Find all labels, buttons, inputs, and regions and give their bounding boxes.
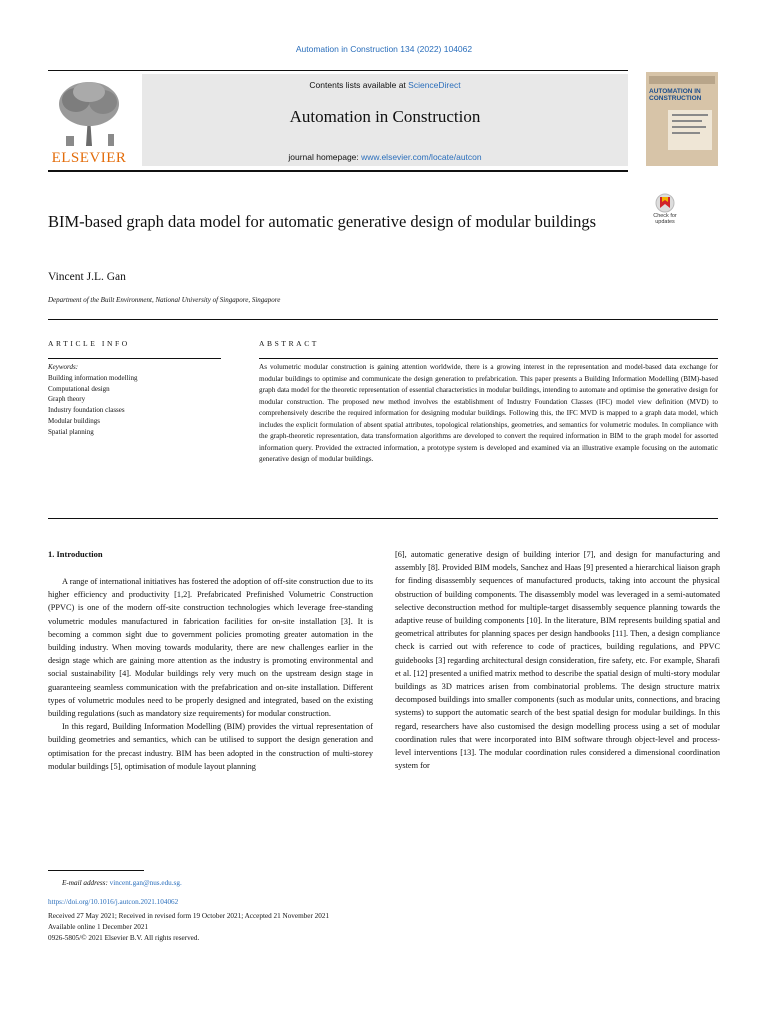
header-rule-top: [48, 70, 628, 71]
homepage-prefix: journal homepage:: [288, 152, 362, 162]
footnote-rule: [48, 870, 144, 871]
homepage-line: [142, 152, 628, 162]
body-column-left: [48, 575, 373, 773]
journal-reference[interactable]: Automation in Construction 134 (2022) 104062: [295, 44, 473, 54]
article-info-heading: ARTICLE INFO: [48, 339, 130, 348]
abstract-heading: ABSTRACT: [259, 339, 319, 348]
keyword-item: Building information modelling: [48, 373, 138, 382]
cover-title: AUTOMATION IN CONSTRUCTION: [649, 88, 702, 102]
body-rule: [48, 518, 718, 519]
elsevier-wordmark: ELSEVIER: [51, 150, 127, 166]
contents-prefix: Contents lists available at: [309, 80, 409, 90]
author-affiliation: Department of the Built Environment, National University of Singapore, Singapore: [48, 296, 281, 304]
email-link[interactable]: vincent.gan@nus.edu.sg.: [109, 879, 182, 887]
article-title: BIM-based graph data model for automatic generative design of modular buildings: [48, 212, 597, 231]
affiliation-rule: [48, 319, 718, 320]
doi-link[interactable]: https://doi.org/10.1016/j.autcon.2021.104062: [48, 898, 179, 906]
copyright-notice: 0926-5805/© 2021 Elsevier B.V. All rights reserved.: [48, 934, 200, 942]
abstract-rule: [259, 358, 718, 359]
contents-line: [142, 80, 628, 90]
keyword-item: Graph theory: [48, 395, 86, 404]
email-footnote: [62, 879, 182, 887]
keyword-item: Industry foundation classes: [48, 406, 125, 415]
article-info-rule: [48, 358, 221, 359]
header-rule-bottom: [48, 170, 628, 172]
available-online: Available online 1 December 2021: [48, 923, 149, 931]
keyword-item: Computational design: [48, 384, 110, 393]
homepage-link[interactable]: www.elsevier.com/locate/autcon: [361, 152, 482, 162]
check-for-updates-label[interactable]: Check for updates: [653, 213, 677, 225]
email-label: E-mail address:: [62, 879, 108, 887]
body-column-right: [395, 548, 720, 772]
keywords-label: Keywords:: [48, 363, 79, 371]
intro-paragraph: A range of international initiatives has fostered the adoption of off-site construction due to its higher efficiency and productivity [1,2]. Prefabricated Prefinished Volumetric Construction (PPVC) is one of the modern off-site construction technologies which leverage free-standing volumetric modules manufactured in fabrication facilities for on-site installation [3]. It is becoming a common sight due to government policies promoting greater automation in the building industry. When moving towards modularity, there are new challenges earlier in the design stage which are gaining more attention as the industry is promoting environmental and social sustainability [4]. Modular buildings rely very much on the upstream design stage in guaranteeing seamless communication with the prefabrication and on-site installation. Different types of volumetric modules need to be properly designed and integrated, based on the existing building regulations (such as mandatory size requirements) for modular construction.: [48, 577, 373, 719]
sciencedirect-link[interactable]: ScienceDirect: [408, 80, 461, 90]
keyword-item: Spatial planning: [48, 427, 94, 436]
keyword-item: Modular buildings: [48, 416, 100, 425]
keywords-block: [48, 362, 221, 438]
introduction-heading: 1. Introduction: [48, 549, 103, 559]
abstract-text: As volumetric modular construction is gaining attention worldwide, there is a growing interest in the representation and model-based data exchange for modular buildings to optimise and communicate the design generation to prefabrication. This paper presents a Building Information Modelling (BIM)-based graph data model for the theoretic representation of essential characteristics in modular buildings, intending to automate and optimise the generative design for modular construction. The proposed new method involves the establishment of Industry Foundation Classes (IFC) model view definition (MVD) to comprehensively describe the required information for designing modular buildings. Following this, the IFC MVD is mapped to a graph data model, which includes the explicit formulation of absent spatial attributes, topological relationships, geometries, and semantics for volumetric modules. In compliance with the graph-theoretic representation, data transformation algorithms are developed to convert the required information in BIM to the graph model for assorted information query. Provided the extracted information, a prototype system is developed and examined via an illustrative example focusing on the automatic generative design of modular buildings.: [259, 363, 718, 463]
journal-title: Automation in Construction: [289, 107, 481, 126]
journal-cover-image[interactable]: [646, 72, 718, 166]
author-name[interactable]: Vincent J.L. Gan: [48, 271, 126, 283]
intro-paragraph: [6], automatic generative design of building interior [7], and design for manufacturing and assembly [8]. Provided BIM models, Sanchez and Haas [9] presented a hierarchical liaison graph for finding disassembly sequences of manufactured products, taking into account the physical obstruction of building components. The disassembly model was leveraged in a semi-automated selective deconstruction method for multiple-target disassembly sequence planning towards the adaptive reuse of building components [10]. In the literature, BIM represents building spatial and geometrical attributes for planning spaces per design handbooks [11]. Then, a design compliance check is carried out with reference to code of practices, building regulations, and PPVC guidebooks [3] regarding architectural design consideration, fire safety, etc. For example, Sharafi et al. [12] presented a unified matrix method to describe the spatial design of multi-story modular buildings as 3D matrices arisen from combinatorial problems. The design structure matrix decomposed buildings into smaller components (such as modular units, connections, and bracing systems) to support the automatic search of the best spatial design for modular buildings. In this regard, researchers have also customised the design modelling process using a set of modular coordination rules that were incorporated into BIM software through object-level and process-level interventions [13]. The modular coordination rules considered a dimensional coordination system for: [395, 550, 720, 771]
received-dates: Received 27 May 2021; Received in revised form 19 October 2021; Accepted 21 November 2021: [48, 912, 330, 920]
intro-paragraph: In this regard, Building Information Modelling (BIM) provides the virtual representation of building geometries and semantics, which can be utilised to support the design generation and optimisation for the precast industry. BIM has been adopted in the construction of multi-storey modular buildings [5], optimisation of module layout planning: [48, 722, 373, 771]
